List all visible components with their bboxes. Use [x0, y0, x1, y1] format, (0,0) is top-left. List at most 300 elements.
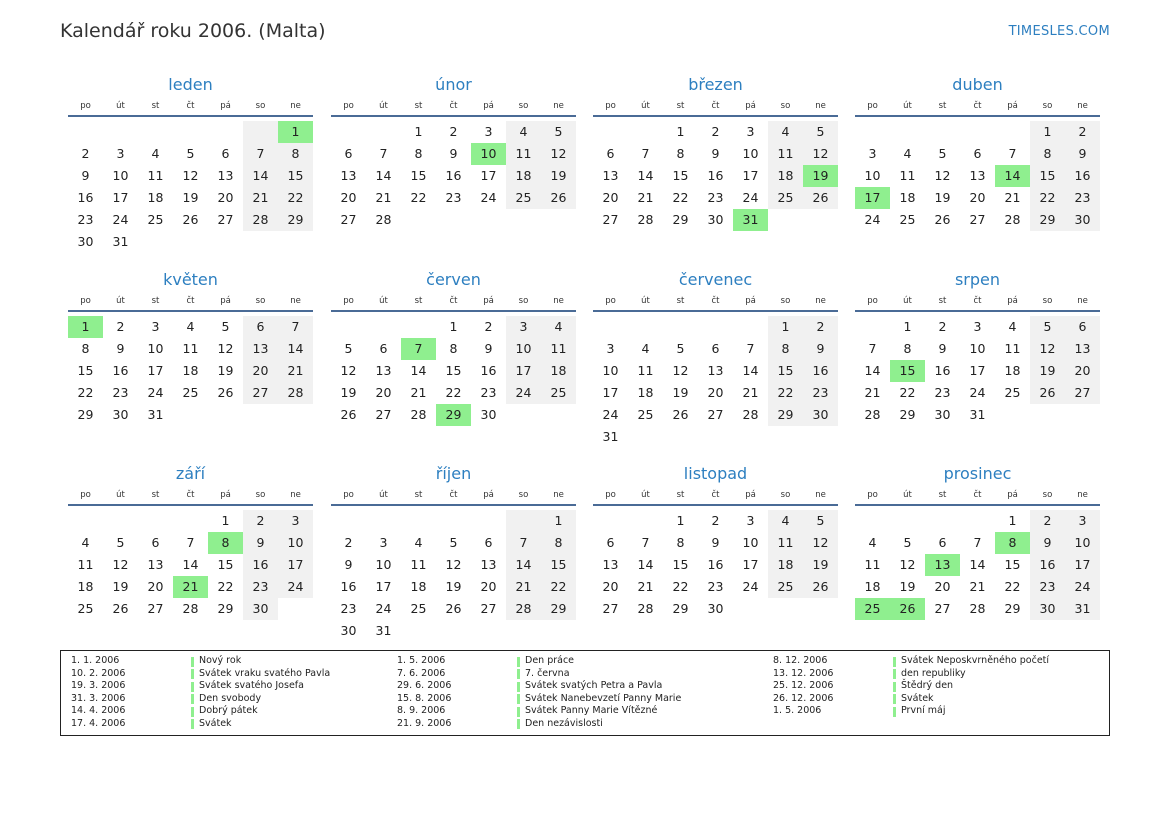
day-cell: 16 [77, 190, 94, 205]
day-cell: 16 [1030, 554, 1065, 576]
day-cell: 1 [541, 510, 576, 532]
day-cell: 30 [1065, 209, 1100, 231]
day-cell: 21 [969, 579, 986, 594]
day-cell: 21 [243, 187, 278, 209]
day-cell: 21 [375, 190, 392, 205]
day-cell: 6 [606, 146, 615, 161]
legend-row [397, 718, 681, 731]
day-cell: 19 [112, 579, 129, 594]
weekday-label: ne [290, 490, 301, 500]
weekday-label: pá [483, 296, 494, 306]
month-name: srpen [954, 270, 1001, 289]
legend-date: 31. 3. 2006 [71, 692, 126, 704]
day-cell: 4 [768, 510, 803, 532]
day-cell: 3 [746, 513, 755, 528]
month-name: listopad [683, 464, 748, 483]
day-cell: 5 [903, 535, 912, 550]
weekday-label: út [116, 490, 125, 500]
legend-row [71, 680, 330, 693]
empty-cell [103, 510, 138, 532]
day-cell: 29 [899, 407, 916, 422]
day-cell: 24 [375, 601, 392, 616]
weekday-header [593, 97, 838, 117]
day-cell: 11 [768, 143, 803, 165]
weekday-label: ne [815, 101, 826, 111]
day-cell: 8 [768, 338, 803, 360]
day-grid [855, 510, 1100, 620]
day-cell: 2 [938, 319, 947, 334]
weekday-header [855, 97, 1100, 117]
day-cell: 2 [711, 124, 720, 139]
day-cell: 9 [449, 146, 458, 161]
day-cell: 7 [379, 146, 388, 161]
day-cell: 16 [707, 557, 724, 572]
day-cell: 31 [1065, 598, 1100, 620]
legend-column [773, 655, 1049, 718]
day-cell: 9 [938, 341, 947, 356]
legend-row [773, 680, 1049, 693]
weekday-label: po [867, 490, 878, 500]
empty-cell [401, 209, 436, 231]
legend-date: 8. 9. 2006 [397, 705, 446, 717]
weekday-header [68, 292, 313, 312]
day-cell: 20 [602, 190, 619, 205]
legend-date: 14. 4. 2006 [71, 705, 126, 717]
month-10 [331, 462, 576, 642]
empty-cell [541, 209, 576, 231]
day-cell: 19 [445, 579, 462, 594]
empty-cell [366, 510, 401, 532]
day-cell: 12 [1030, 338, 1065, 360]
day-cell: 20 [602, 579, 619, 594]
day-cell: 8 [81, 341, 90, 356]
weekday-label: po [343, 296, 354, 306]
month-2 [331, 73, 576, 231]
day-cell: 2 [484, 319, 493, 334]
day-cell: 4 [1008, 319, 1017, 334]
day-cell: 9 [344, 557, 353, 572]
weekday-label: po [80, 490, 91, 500]
month-7 [593, 268, 838, 448]
day-cell: 11 [899, 168, 916, 183]
legend-holiday-name: Den svobody [199, 692, 262, 704]
day-cell: 27 [602, 601, 619, 616]
weekday-label: út [641, 101, 650, 111]
page-title: Kalendář roku 2006. (Malta) [60, 20, 326, 42]
day-cell: 31 [969, 407, 986, 422]
legend-date: 1. 5. 2006 [773, 705, 822, 717]
day-cell: 6 [606, 535, 615, 550]
empty-cell [278, 598, 313, 620]
day-cell: 5 [344, 341, 353, 356]
day-cell: 27 [480, 601, 497, 616]
day-cell: 8 [541, 532, 576, 554]
day-cell: 12 [672, 363, 689, 378]
empty-cell [855, 121, 890, 143]
legend-holiday-name: Nový rok [199, 655, 242, 666]
month-name: únor [435, 75, 472, 94]
day-cell: 3 [868, 146, 877, 161]
day-cell: 4 [768, 121, 803, 143]
weekday-label: po [867, 101, 878, 111]
day-cell: 7 [641, 146, 650, 161]
legend-holiday-name: Svátek svatých Petra a Pavla [525, 680, 663, 692]
day-cell: 18 [637, 385, 654, 400]
legend-holiday-name: Svátek Nanebevzetí Panny Marie [525, 692, 682, 704]
day-cell: 11 [864, 557, 881, 572]
month-name: červen [426, 270, 481, 289]
month-name: červenec [678, 270, 753, 289]
holiday-marker [191, 669, 194, 679]
day-cell: 27 [340, 212, 357, 227]
weekday-label: pá [745, 296, 756, 306]
day-cell: 12 [112, 557, 129, 572]
holiday-marker [191, 657, 194, 667]
day-cell: 27 [217, 212, 234, 227]
legend-holiday-name: den republiky [901, 667, 966, 679]
day-cell: 21 [1004, 190, 1021, 205]
day-cell: 13 [147, 557, 164, 572]
empty-cell [506, 510, 541, 532]
empty-cell [173, 510, 208, 532]
month-9 [68, 462, 313, 620]
empty-cell [925, 121, 960, 143]
empty-cell [890, 510, 925, 532]
day-cell: 12 [340, 363, 357, 378]
day-cell: 15 [410, 168, 427, 183]
day-cell: 18 [506, 165, 541, 187]
day-cell: 13 [243, 338, 278, 360]
month-3 [593, 73, 838, 231]
day-cell: 25 [77, 601, 94, 616]
legend-row [773, 693, 1049, 706]
weekday-label: pá [220, 296, 231, 306]
day-cell: 30 [1030, 598, 1065, 620]
day-cell: 3 [278, 510, 313, 532]
weekday-label: so [780, 296, 791, 306]
day-cell: 22 [1004, 579, 1021, 594]
day-cell: 5 [541, 121, 576, 143]
day-cell: 22 [541, 576, 576, 598]
day-cell: 1 [221, 513, 230, 528]
empty-cell [436, 209, 471, 231]
day-cell: 26 [340, 407, 357, 422]
empty-cell [628, 510, 663, 532]
day-cell: 8 [278, 143, 313, 165]
day-cell: 21 [742, 385, 759, 400]
day-grid [593, 510, 838, 620]
holiday-day-cell: 31 [733, 209, 768, 231]
day-cell: 18 [768, 165, 803, 187]
day-cell: 11 [182, 341, 199, 356]
day-cell: 25 [637, 407, 654, 422]
day-cell: 13 [480, 557, 497, 572]
day-grid [593, 121, 838, 231]
weekday-label: pá [1007, 296, 1018, 306]
holiday-day-cell: 25 [855, 598, 890, 620]
day-cell: 4 [541, 316, 576, 338]
day-cell: 14 [243, 165, 278, 187]
empty-cell [436, 510, 471, 532]
day-cell: 26 [803, 576, 838, 598]
day-cell: 3 [606, 341, 615, 356]
empty-cell [768, 209, 803, 231]
day-cell: 3 [379, 535, 388, 550]
legend-date: 1. 5. 2006 [397, 655, 446, 666]
day-cell: 15 [445, 363, 462, 378]
day-cell: 9 [803, 338, 838, 360]
holiday-marker [517, 669, 520, 679]
holiday-day-cell: 8 [995, 532, 1030, 554]
day-cell: 27 [147, 601, 164, 616]
day-cell: 24 [1065, 576, 1100, 598]
weekday-label: út [903, 296, 912, 306]
holiday-day-cell: 17 [855, 187, 890, 209]
empty-cell [401, 316, 436, 338]
day-cell: 29 [278, 209, 313, 231]
empty-cell [243, 121, 278, 143]
day-cell: 17 [969, 363, 986, 378]
weekday-label: út [641, 490, 650, 500]
weekday-label: st [938, 101, 947, 111]
day-cell: 28 [864, 407, 881, 422]
day-cell: 25 [768, 576, 803, 598]
day-cell: 29 [672, 212, 689, 227]
empty-cell [628, 316, 663, 338]
holiday-marker [191, 719, 194, 729]
day-cell: 17 [742, 168, 759, 183]
day-cell: 8 [903, 341, 912, 356]
legend-date: 1. 1. 2006 [71, 655, 120, 666]
day-cell: 19 [182, 190, 199, 205]
month-1 [68, 73, 313, 253]
day-cell: 11 [506, 143, 541, 165]
day-cell: 6 [973, 146, 982, 161]
day-cell: 18 [768, 554, 803, 576]
day-cell: 11 [768, 532, 803, 554]
weekday-label: so [1042, 101, 1053, 111]
day-cell: 4 [641, 341, 650, 356]
day-cell: 27 [1065, 382, 1100, 404]
day-cell: 30 [340, 623, 357, 638]
day-cell: 17 [375, 579, 392, 594]
holiday-marker [893, 694, 896, 704]
day-cell: 2 [803, 316, 838, 338]
day-cell: 24 [742, 579, 759, 594]
legend-row [773, 668, 1049, 681]
day-cell: 1 [449, 319, 458, 334]
weekday-label: po [80, 296, 91, 306]
day-cell: 13 [969, 168, 986, 183]
empty-cell [331, 121, 366, 143]
holiday-day-cell: 13 [925, 554, 960, 576]
day-cell: 23 [112, 385, 129, 400]
weekday-label: st [938, 296, 947, 306]
legend-column [71, 655, 330, 731]
day-cell: 9 [81, 168, 90, 183]
weekday-header [68, 97, 313, 117]
day-cell: 21 [637, 190, 654, 205]
day-cell: 24 [480, 190, 497, 205]
day-cell: 28 [637, 601, 654, 616]
day-cell: 19 [934, 190, 951, 205]
day-cell: 7 [973, 535, 982, 550]
day-cell: 18 [182, 363, 199, 378]
legend-row [71, 655, 330, 668]
weekday-label: pá [483, 101, 494, 111]
empty-cell [331, 510, 366, 532]
site-brand-link[interactable]: TIMESLES.COM [1008, 24, 1110, 39]
weekday-label: ne [1077, 296, 1088, 306]
day-cell: 5 [1030, 316, 1065, 338]
weekday-label: pá [220, 101, 231, 111]
holiday-marker [517, 657, 520, 667]
day-grid [855, 316, 1100, 426]
day-cell: 13 [602, 557, 619, 572]
weekday-label: čt [711, 296, 720, 306]
day-cell: 6 [379, 341, 388, 356]
day-cell: 28 [243, 209, 278, 231]
day-cell: 15 [278, 165, 313, 187]
empty-cell [803, 598, 838, 620]
day-cell: 23 [707, 190, 724, 205]
weekday-label: čt [186, 101, 195, 111]
day-cell: 30 [934, 407, 951, 422]
day-cell: 29 [77, 407, 94, 422]
day-cell: 5 [803, 510, 838, 532]
holiday-marker [517, 719, 520, 729]
weekday-label: st [151, 101, 160, 111]
day-cell: 21 [278, 360, 313, 382]
day-cell: 31 [147, 407, 164, 422]
day-cell: 23 [1065, 187, 1100, 209]
day-cell: 20 [969, 190, 986, 205]
day-cell: 29 [1030, 209, 1065, 231]
day-cell: 28 [506, 598, 541, 620]
day-cell: 5 [116, 535, 125, 550]
empty-cell [541, 404, 576, 426]
day-cell: 22 [278, 187, 313, 209]
weekday-header [593, 292, 838, 312]
day-cell: 9 [243, 532, 278, 554]
day-cell: 17 [278, 554, 313, 576]
legend-holiday-name: Dobrý pátek [199, 705, 258, 717]
empty-cell [278, 231, 313, 253]
weekday-label: ne [290, 296, 301, 306]
day-cell: 16 [480, 363, 497, 378]
day-cell: 19 [217, 363, 234, 378]
legend-date: 15. 8. 2006 [397, 692, 452, 704]
weekday-label: st [414, 296, 423, 306]
day-cell: 28 [410, 407, 427, 422]
day-grid [855, 121, 1100, 231]
day-cell: 12 [899, 557, 916, 572]
day-cell: 17 [506, 360, 541, 382]
weekday-header [331, 292, 576, 312]
weekday-label: po [343, 490, 354, 500]
empty-cell [663, 316, 698, 338]
day-cell: 13 [375, 363, 392, 378]
day-cell: 10 [864, 168, 881, 183]
day-cell: 6 [484, 535, 493, 550]
day-cell: 9 [1065, 143, 1100, 165]
day-cell: 17 [602, 385, 619, 400]
month-12 [855, 462, 1100, 620]
day-cell: 14 [637, 557, 654, 572]
day-cell: 27 [243, 382, 278, 404]
weekday-label: so [1042, 490, 1053, 500]
legend-column [397, 655, 681, 731]
empty-cell [243, 231, 278, 253]
day-cell: 10 [278, 532, 313, 554]
weekday-label: út [379, 296, 388, 306]
weekday-label: st [151, 296, 160, 306]
legend-date: 17. 4. 2006 [71, 717, 126, 729]
day-cell: 10 [742, 146, 759, 161]
day-cell: 7 [1008, 146, 1017, 161]
weekday-label: st [938, 490, 947, 500]
day-cell: 4 [868, 535, 877, 550]
legend-date: 29. 6. 2006 [397, 680, 452, 692]
day-cell: 8 [1030, 143, 1065, 165]
day-cell: 15 [672, 168, 689, 183]
day-cell: 21 [637, 579, 654, 594]
day-cell: 6 [711, 341, 720, 356]
empty-cell [401, 510, 436, 532]
weekday-label: ne [815, 490, 826, 500]
empty-cell [506, 620, 541, 642]
empty-cell [278, 404, 313, 426]
empty-cell [471, 510, 506, 532]
day-cell: 29 [541, 598, 576, 620]
day-cell: 5 [221, 319, 230, 334]
day-cell: 18 [77, 579, 94, 594]
day-cell: 18 [864, 579, 881, 594]
day-cell: 8 [676, 146, 685, 161]
day-cell: 31 [375, 623, 392, 638]
weekday-label: po [605, 296, 616, 306]
day-cell: 10 [375, 557, 392, 572]
day-cell: 3 [746, 124, 755, 139]
day-cell: 13 [1065, 338, 1100, 360]
empty-cell [401, 620, 436, 642]
holiday-marker [893, 657, 896, 667]
day-cell: 21 [864, 385, 881, 400]
day-cell: 4 [414, 535, 423, 550]
day-cell: 3 [506, 316, 541, 338]
weekday-label: ne [553, 296, 564, 306]
day-cell: 2 [449, 124, 458, 139]
day-cell: 3 [484, 124, 493, 139]
day-cell: 1 [676, 124, 685, 139]
empty-cell [243, 404, 278, 426]
day-cell: 7 [186, 535, 195, 550]
day-cell: 23 [934, 385, 951, 400]
day-cell: 26 [934, 212, 951, 227]
weekday-label: st [414, 490, 423, 500]
weekday-label: po [605, 101, 616, 111]
month-name: květen [163, 270, 218, 289]
day-cell: 17 [480, 168, 497, 183]
weekday-label: so [1042, 296, 1053, 306]
weekday-label: čt [186, 296, 195, 306]
weekday-label: st [676, 101, 685, 111]
empty-cell [890, 121, 925, 143]
day-cell: 15 [672, 557, 689, 572]
day-cell: 23 [707, 579, 724, 594]
day-cell: 25 [1004, 385, 1021, 400]
empty-cell [733, 426, 768, 448]
